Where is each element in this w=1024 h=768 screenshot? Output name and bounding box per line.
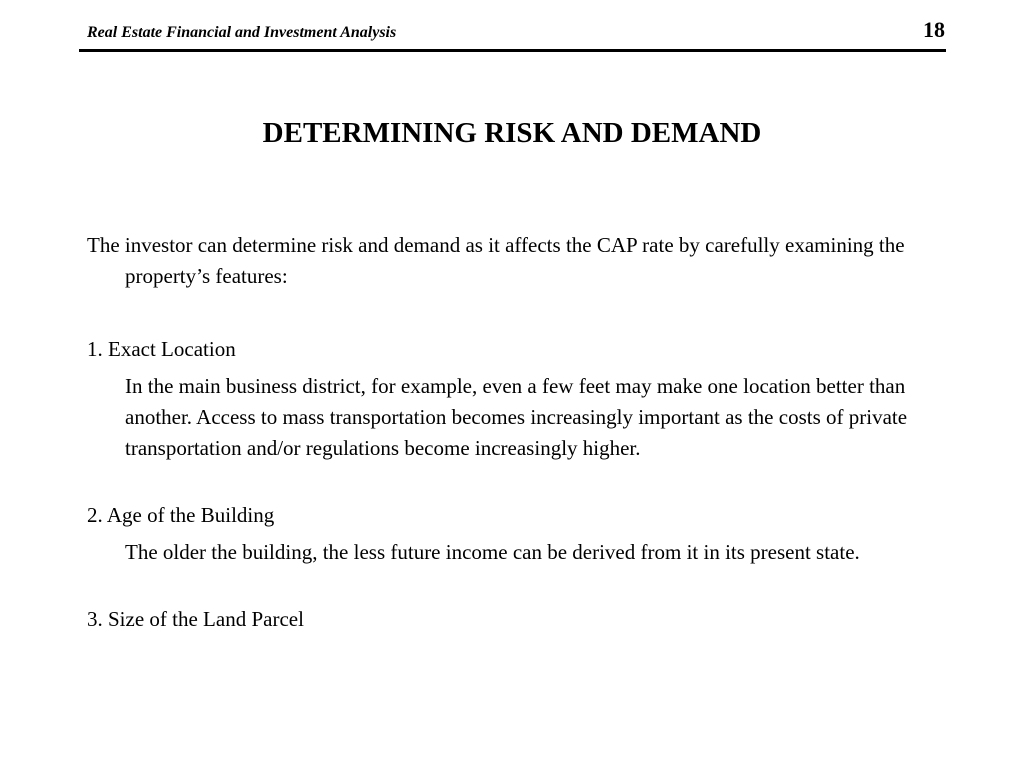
item-heading-land-parcel-size: 3. Size of the Land Parcel	[87, 607, 304, 631]
item-heading-building-age: 2. Age of the Building	[87, 503, 275, 527]
header-divider	[79, 49, 946, 52]
item-detail-exact-location: In the main business district, for example, even a few feet may make one location better than another. Access to mass transportation becomes increasingly important as the costs of private transportation and/or regulations become increasingly higher.	[125, 374, 908, 460]
item-detail-building-age: The older the building, the less future income can be derived from it in its present state.	[125, 540, 860, 564]
intro-paragraph: The investor can determine risk and demand as it affects the CAP rate by carefully examining the property’s features:	[87, 233, 905, 288]
item-heading-exact-location: 1. Exact Location	[87, 337, 236, 361]
header-title: Real Estate Financial and Investment Analysis	[87, 24, 397, 41]
slide-title: DETERMINING RISK AND DEMAND	[262, 117, 762, 149]
page-number: 18	[923, 17, 945, 42]
